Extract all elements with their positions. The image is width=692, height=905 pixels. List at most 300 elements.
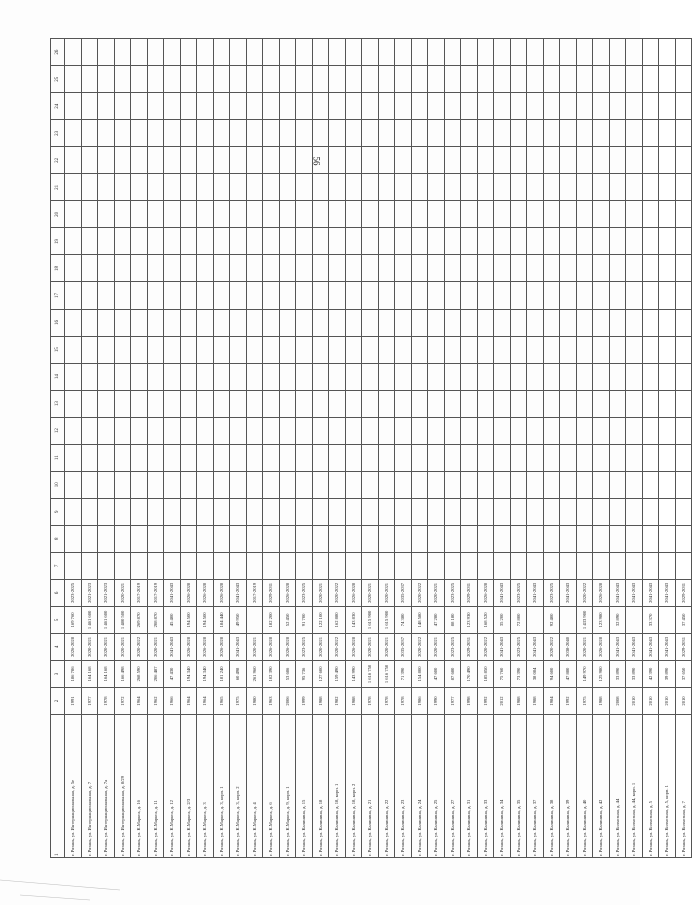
table-cell-p2: 2020-2021	[114, 579, 131, 606]
table-cell-empty	[164, 255, 181, 282]
table-cell-empty	[312, 336, 329, 363]
table-cell-empty	[494, 525, 511, 552]
table-cell-year: 1992	[560, 687, 577, 714]
table-cell-empty	[461, 309, 478, 336]
table-cell-addr: г. Рязань, ул. К.Маркса, д. 11	[147, 715, 164, 858]
table-cell-empty	[131, 390, 148, 417]
table-cell-empty	[213, 444, 230, 471]
table-cell-empty	[510, 120, 527, 147]
table-cell-empty	[395, 255, 412, 282]
table-cell-empty	[362, 309, 379, 336]
table-cell-v2: 88 180	[444, 606, 461, 633]
table-cell-empty	[147, 498, 164, 525]
table-cell-year: 1988	[510, 687, 527, 714]
table-cell-empty	[296, 363, 313, 390]
table-cell-v1: 95 736	[296, 660, 313, 687]
table-cell-empty	[593, 552, 610, 579]
table-cell-empty	[296, 309, 313, 336]
table-cell-empty	[411, 552, 428, 579]
table-cell-empty	[263, 336, 280, 363]
table-cell-empty	[114, 390, 131, 417]
table-cell-empty	[81, 498, 98, 525]
table-cell-empty	[279, 336, 296, 363]
table-cell-empty	[362, 174, 379, 201]
table-cell-empty	[576, 552, 593, 579]
table-cell-empty	[560, 282, 577, 309]
table-cell-addr: г. Рязань, ул. Калинина, д. 23	[395, 715, 412, 858]
table-cell-year: 1972	[114, 687, 131, 714]
table-cell-empty	[246, 471, 263, 498]
table-cell-empty	[345, 147, 362, 174]
table-cell-p2: 2026-2028	[345, 579, 362, 606]
table-cell-empty	[510, 282, 527, 309]
table-cell-empty	[329, 525, 346, 552]
table-cell-empty	[114, 174, 131, 201]
header-cell: 24	[51, 93, 65, 120]
table-cell-empty	[494, 174, 511, 201]
table-cell-p1: 2035-2037	[395, 633, 412, 660]
table-cell-addr: г. Рязань, ул. К.Маркса, д. 4	[246, 715, 263, 858]
table-cell-empty	[362, 552, 379, 579]
table-cell-empty	[329, 147, 346, 174]
table-cell-empty	[147, 282, 164, 309]
table-cell-v2: 1 433 900	[576, 606, 593, 633]
table-cell-empty	[444, 525, 461, 552]
table-cell-empty	[180, 201, 197, 228]
table-cell-empty	[114, 498, 131, 525]
table-cell-empty	[444, 147, 461, 174]
table-cell-empty	[444, 174, 461, 201]
table-cell-empty	[164, 201, 181, 228]
table-cell-p1: 2023-2025	[444, 633, 461, 660]
table-cell-empty	[395, 66, 412, 93]
table-cell-year: 1982	[329, 687, 346, 714]
table-cell-year: 2010	[659, 687, 676, 714]
table-cell-p2: 2029-2031	[461, 579, 478, 606]
table-cell-empty	[98, 93, 115, 120]
table-cell-empty	[510, 201, 527, 228]
table-cell-addr: г. Рязань, ул. Колхозная, д. 5	[642, 715, 659, 858]
table-cell-p1: 2026-2028	[213, 633, 230, 660]
table-cell-p1: 2026-2028	[65, 633, 82, 660]
table-cell-empty	[642, 147, 659, 174]
table-cell-empty	[263, 120, 280, 147]
table-cell-v2: 1 461 600	[81, 606, 98, 633]
table-cell-empty	[428, 93, 445, 120]
header-cell: 26	[51, 39, 65, 66]
header-cell: 17	[51, 282, 65, 309]
table-cell-addr: г. Рязань, ул. Колхозная, д. 44	[609, 715, 626, 858]
table-cell-empty	[576, 201, 593, 228]
table-cell-v1: 261 960	[246, 660, 263, 687]
table-cell-empty	[164, 363, 181, 390]
table-cell-empty	[395, 309, 412, 336]
table-cell-v2: 35 200	[494, 606, 511, 633]
table-cell-empty	[296, 282, 313, 309]
table-cell-empty	[659, 417, 676, 444]
table-cell-empty	[180, 120, 197, 147]
table-cell-v2: 162 880	[329, 606, 346, 633]
table-cell-empty	[362, 417, 379, 444]
header-cell: 12	[51, 417, 65, 444]
table-cell-empty	[543, 363, 560, 390]
table-cell-v1: 206 487	[147, 660, 164, 687]
table-cell-empty	[98, 552, 115, 579]
table-cell-empty	[81, 282, 98, 309]
table-cell-empty	[65, 39, 82, 66]
table-cell-v2	[246, 606, 263, 633]
table-cell-p2: 2020-2022	[329, 579, 346, 606]
table-cell-empty	[510, 363, 527, 390]
table-cell-empty	[378, 363, 395, 390]
table-cell-empty	[147, 552, 164, 579]
table-cell-empty	[395, 390, 412, 417]
table-row	[164, 39, 181, 858]
table-cell-year: 1964	[131, 687, 148, 714]
table-cell-empty	[147, 363, 164, 390]
table-cell-empty	[626, 390, 643, 417]
table-cell-empty	[510, 336, 527, 363]
table-cell-empty	[164, 309, 181, 336]
table-cell-empty	[180, 336, 197, 363]
table-cell-empty	[296, 417, 313, 444]
table-row	[246, 39, 263, 858]
table-cell-empty	[444, 552, 461, 579]
table-cell-empty	[642, 498, 659, 525]
table-cell-empty	[378, 525, 395, 552]
table-cell-empty	[543, 498, 560, 525]
table-cell-empty	[197, 363, 214, 390]
table-cell-empty	[246, 390, 263, 417]
table-cell-empty	[263, 255, 280, 282]
table-cell-p1: 2020-2022	[477, 633, 494, 660]
table-cell-empty	[428, 66, 445, 93]
table-cell-empty	[213, 336, 230, 363]
table-cell-year: 1978	[378, 687, 395, 714]
table-cell-addr: г. Рязань, ул. К.Маркса, д. 2/3	[180, 715, 197, 858]
table-cell-empty	[378, 417, 395, 444]
table-cell-empty	[659, 525, 676, 552]
table-cell-empty	[147, 309, 164, 336]
table-cell-empty	[230, 390, 247, 417]
table-cell-p1: 2023-2025	[296, 633, 313, 660]
table-row	[477, 39, 494, 858]
table-cell-empty	[543, 282, 560, 309]
table-cell-v2: 32 890	[609, 606, 626, 633]
table-cell-empty	[197, 309, 214, 336]
table-cell-empty	[411, 93, 428, 120]
table-cell-empty	[543, 336, 560, 363]
table-cell-empty	[659, 363, 676, 390]
table-row	[131, 39, 148, 858]
table-cell-empty	[428, 282, 445, 309]
table-cell-empty	[477, 417, 494, 444]
table-cell-empty	[642, 363, 659, 390]
table-cell-empty	[411, 255, 428, 282]
table-cell-empty	[411, 228, 428, 255]
table-cell-empty	[279, 417, 296, 444]
table-cell-p1: 2041-2043	[494, 633, 511, 660]
table-cell-empty	[65, 120, 82, 147]
table-cell-empty	[593, 228, 610, 255]
table-cell-empty	[543, 174, 560, 201]
table-cell-empty	[659, 174, 676, 201]
table-cell-p1: 2020-2021	[98, 633, 115, 660]
table-cell-p1: 2020-2022	[329, 633, 346, 660]
table-cell-empty	[576, 255, 593, 282]
table-row	[576, 39, 593, 858]
table-cell-empty	[675, 120, 692, 147]
table-cell-empty	[312, 174, 329, 201]
table-cell-empty	[477, 363, 494, 390]
table-cell-v2: 1 461 600	[98, 606, 115, 633]
table-cell-v1: 194 340	[197, 660, 214, 687]
table-cell-empty	[560, 147, 577, 174]
table-cell-empty	[527, 120, 544, 147]
table-cell-empty	[642, 255, 659, 282]
table-cell-v2: 143 830	[345, 606, 362, 633]
table-cell-empty	[279, 39, 296, 66]
table-cell-empty	[213, 93, 230, 120]
table-cell-empty	[213, 498, 230, 525]
table-cell-v2: 122 100	[312, 606, 329, 633]
table-cell-year: 1988	[312, 687, 329, 714]
table-cell-empty	[65, 498, 82, 525]
table-cell-empty	[279, 174, 296, 201]
table-cell-p2: 2041-2043	[527, 579, 544, 606]
table-cell-empty	[609, 363, 626, 390]
table-cell-empty	[395, 552, 412, 579]
table-cell-empty	[296, 444, 313, 471]
table-cell-empty	[213, 201, 230, 228]
table-cell-empty	[98, 471, 115, 498]
table-cell-addr: г. Рязань, ул. Колхозная, д. 5, корп. 1	[659, 715, 676, 858]
table-cell-v1: 73 390	[510, 660, 527, 687]
table-row	[444, 39, 461, 858]
table-cell-empty	[98, 444, 115, 471]
table-cell-empty	[329, 93, 346, 120]
table-cell-empty	[197, 552, 214, 579]
table-cell-empty	[609, 471, 626, 498]
table-cell-p2: 2041-2043	[609, 579, 626, 606]
table-cell-empty	[164, 93, 181, 120]
table-row	[296, 39, 313, 858]
table-cell-empty	[329, 39, 346, 66]
table-cell-empty	[362, 228, 379, 255]
table-cell-p2: 2023-2025	[510, 579, 527, 606]
table-cell-empty	[81, 93, 98, 120]
table-cell-empty	[477, 444, 494, 471]
table-cell-empty	[675, 66, 692, 93]
table-cell-empty	[527, 363, 544, 390]
table-cell-empty	[461, 120, 478, 147]
table-cell-empty	[296, 120, 313, 147]
table-cell-empty	[263, 525, 280, 552]
table-cell-empty	[609, 444, 626, 471]
table-cell-empty	[180, 309, 197, 336]
table-cell-p1: 2026-2028	[345, 633, 362, 660]
table-cell-empty	[444, 120, 461, 147]
table-cell-empty	[131, 444, 148, 471]
table-cell-empty	[65, 444, 82, 471]
table-cell-empty	[312, 201, 329, 228]
table-cell-v2	[527, 606, 544, 633]
table-cell-empty	[527, 39, 544, 66]
table-cell-empty	[411, 39, 428, 66]
page-number: 56	[311, 156, 322, 166]
table-cell-empty	[345, 390, 362, 417]
table-cell-empty	[543, 471, 560, 498]
table-cell-empty	[114, 66, 131, 93]
table-cell-empty	[114, 363, 131, 390]
table-cell-empty	[279, 66, 296, 93]
table-cell-empty	[147, 525, 164, 552]
table-cell-empty	[659, 66, 676, 93]
table-cell-empty	[114, 255, 131, 282]
table-cell-empty	[461, 363, 478, 390]
table-cell-empty	[296, 228, 313, 255]
table-cell-empty	[560, 39, 577, 66]
table-cell-empty	[543, 93, 560, 120]
table-cell-p2: 2017-2019	[131, 579, 148, 606]
table-cell-empty	[494, 282, 511, 309]
table-cell-v2: 123 980	[593, 606, 610, 633]
table-cell-empty	[362, 66, 379, 93]
table-cell-empty	[626, 498, 643, 525]
table-cell-empty	[81, 201, 98, 228]
table-cell-empty	[180, 552, 197, 579]
table-cell-empty	[593, 255, 610, 282]
table-cell-addr: г. Рязань, ул. К.Маркса, д. 3, корп. 1	[213, 715, 230, 858]
table-cell-empty	[494, 417, 511, 444]
table-cell-empty	[263, 498, 280, 525]
table-cell-empty	[230, 336, 247, 363]
table-row	[81, 39, 98, 858]
table-cell-empty	[312, 93, 329, 120]
table-cell-empty	[593, 390, 610, 417]
table-cell-empty	[213, 120, 230, 147]
table-cell-empty	[675, 444, 692, 471]
table-cell-empty	[626, 471, 643, 498]
table-cell-empty	[510, 147, 527, 174]
table-cell-empty	[626, 444, 643, 471]
table-cell-empty	[230, 93, 247, 120]
table-cell-empty	[197, 174, 214, 201]
table-cell-empty	[65, 255, 82, 282]
table-cell-p2: 2017-2019	[147, 579, 164, 606]
table-cell-year: 2008	[609, 687, 626, 714]
header-cell: 5	[51, 606, 65, 633]
table-cell-empty	[461, 39, 478, 66]
table-cell-addr: г. Рязань, ул. Калинина, д. 39	[560, 715, 577, 858]
table-cell-empty	[197, 525, 214, 552]
table-cell-empty	[197, 39, 214, 66]
table-cell-empty	[395, 336, 412, 363]
table-cell-empty	[609, 336, 626, 363]
table-cell-empty	[345, 444, 362, 471]
table-cell-empty	[461, 498, 478, 525]
table-cell-empty	[296, 201, 313, 228]
table-cell-empty	[659, 309, 676, 336]
table-cell-empty	[642, 309, 659, 336]
table-cell-empty	[527, 174, 544, 201]
header-cell: 9	[51, 498, 65, 525]
table-cell-empty	[378, 120, 395, 147]
table-cell-empty	[378, 201, 395, 228]
table-cell-v2: 182 200	[263, 606, 280, 633]
table-cell-empty	[609, 174, 626, 201]
table-cell-empty	[213, 363, 230, 390]
table-cell-empty	[81, 471, 98, 498]
table-cell-year: 1965	[213, 687, 230, 714]
table-cell-empty	[593, 363, 610, 390]
header-cell: 4	[51, 633, 65, 660]
table-cell-empty	[65, 282, 82, 309]
table-cell-empty	[246, 282, 263, 309]
table-row	[362, 39, 379, 858]
table-cell-empty	[263, 282, 280, 309]
table-cell-empty	[345, 174, 362, 201]
table-cell-empty	[411, 417, 428, 444]
table-cell-p1: 2026-2028	[593, 633, 610, 660]
table-cell-empty	[197, 336, 214, 363]
table-cell-empty	[477, 66, 494, 93]
table-cell-p2: 2035-2037	[395, 579, 412, 606]
table-cell-empty	[477, 309, 494, 336]
table-cell-empty	[494, 336, 511, 363]
table-cell-empty	[329, 228, 346, 255]
table-cell-empty	[527, 525, 544, 552]
table-cell-year: 1978	[98, 687, 115, 714]
table-cell-v1: 159 490	[329, 660, 346, 687]
table-cell-empty	[659, 39, 676, 66]
header-cell: 21	[51, 174, 65, 201]
table-cell-year: 1978	[395, 687, 412, 714]
header-cell: 6	[51, 579, 65, 606]
table-cell-empty	[246, 66, 263, 93]
table-cell-empty	[560, 228, 577, 255]
table-cell-empty	[114, 336, 131, 363]
table-cell-empty	[675, 255, 692, 282]
table-cell-empty	[312, 66, 329, 93]
table-cell-addr: г. Рязань, ул. Калинина, д. 25	[428, 715, 445, 858]
table-row	[180, 39, 197, 858]
table-cell-empty	[659, 120, 676, 147]
table-cell-empty	[114, 39, 131, 66]
table-cell-empty	[560, 309, 577, 336]
table-cell-empty	[576, 93, 593, 120]
table-cell-empty	[114, 309, 131, 336]
table-cell-empty	[362, 336, 379, 363]
table-cell-empty	[576, 417, 593, 444]
table-cell-empty	[543, 147, 560, 174]
table-cell-empty	[180, 93, 197, 120]
table-cell-empty	[494, 201, 511, 228]
table-cell-empty	[329, 390, 346, 417]
table-cell-empty	[378, 255, 395, 282]
table-cell-empty	[197, 120, 214, 147]
table-cell-empty	[65, 363, 82, 390]
table-cell-v2	[626, 606, 643, 633]
table-cell-empty	[180, 66, 197, 93]
table-cell-empty	[131, 228, 148, 255]
table-cell-addr: г. Рязань, ул. Интернациональная, д. 7а	[98, 715, 115, 858]
table-cell-empty	[65, 309, 82, 336]
table-cell-empty	[378, 93, 395, 120]
table-cell-empty	[626, 147, 643, 174]
table-cell-empty	[329, 552, 346, 579]
table-cell-empty	[197, 417, 214, 444]
